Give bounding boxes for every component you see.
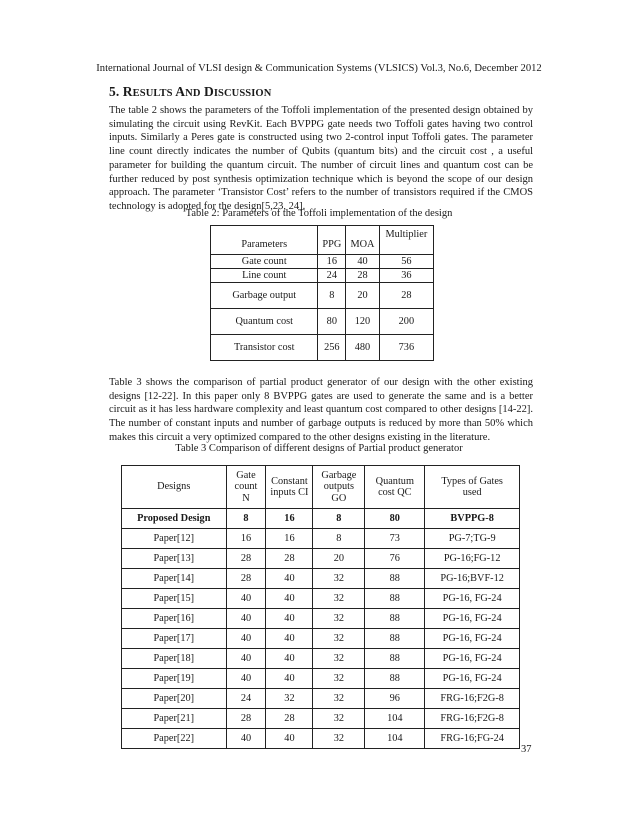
- table3-cell: Proposed Design: [122, 509, 227, 529]
- table3-cell: 76: [365, 549, 425, 569]
- table3-cell: Paper[18]: [122, 649, 227, 669]
- table3-cell: 88: [365, 569, 425, 589]
- table2-cell: 36: [379, 269, 433, 283]
- table3-header: Quantum cost QC: [365, 466, 425, 509]
- table3-cell: PG-16, FG-24: [425, 589, 520, 609]
- table3-cell: 40: [226, 649, 266, 669]
- paragraph-1: The table 2 shows the parameters of the Toffoli implementation of the presented design obtained by simulating the circuit using RevKit. Each BVPPG gate needs two Toffoli gates having two control inputs. Similarly a Peres gate is constructed using two 2-control input Toffoli gates. The parameter line count directly indicates the number of Qubits (quantum bits) and the circuit cost , a useful parameter for building the quantum circuit. The number of circuit lines and quantum cost can be further reduced by post synthesis optimization technique which is beyond the scope of our design approach. The parameter ‘Transistor Cost’ refers to the number of transistors required if the CMOS technology is adopted for the design[5,23, 24].: [109, 105, 533, 212]
- table3-cell: 32: [313, 689, 365, 709]
- table3-cell: 104: [365, 709, 425, 729]
- table3-cell: 88: [365, 669, 425, 689]
- table3-cell: 40: [266, 569, 313, 589]
- table2-header: Multiplier: [379, 226, 433, 255]
- table3-cell: 40: [266, 629, 313, 649]
- table2-cell: Garbage output: [211, 283, 318, 309]
- table3-cell: 28: [266, 709, 313, 729]
- table3-cell: 24: [226, 689, 266, 709]
- table3-cell: 32: [313, 669, 365, 689]
- table2-header: PPG: [318, 226, 346, 255]
- table3-cell: 32: [313, 609, 365, 629]
- paragraph-2: Table 3 shows the comparison of partial product generator of our design with the other existing designs [12-22]. In this paper only 8 BVPPG gates are used to generate the same and is a better circuit as it has less hardware complexity and least quantum cost compared to other designs [14-22]. The number of constant inputs and number of garbage outputs is reduced by more than 50% which makes this circuit a very optimized compared to the other designs existing in the literature.: [109, 377, 533, 443]
- table2-cell: 256: [318, 335, 346, 361]
- table3-cell: 32: [313, 589, 365, 609]
- table3-cell: 8: [313, 509, 365, 529]
- table3-cell: 88: [365, 649, 425, 669]
- table3-header: Designs: [122, 466, 227, 509]
- table3-header: Gate count N: [226, 466, 266, 509]
- table2-cell: 40: [346, 255, 380, 269]
- table3-cell: 80: [365, 509, 425, 529]
- table3-cell: 16: [266, 509, 313, 529]
- table3-cell: PG-16;FG-12: [425, 549, 520, 569]
- table3-cell: 40: [266, 669, 313, 689]
- table3-cell: 88: [365, 629, 425, 649]
- table3-cell: FRG-16;F2G-8: [425, 709, 520, 729]
- table3: [121, 465, 520, 749]
- table3-cell: 32: [266, 689, 313, 709]
- table3-cell: FRG-16;FG-24: [425, 729, 520, 749]
- table3-cell: 104: [365, 729, 425, 749]
- table2-cell: Gate count: [211, 255, 318, 269]
- table2-cell: Transistor cost: [211, 335, 318, 361]
- page-number: 37: [521, 744, 532, 755]
- table2-cell: 56: [379, 255, 433, 269]
- table3-cell: 20: [313, 549, 365, 569]
- table3-cell: PG-7;TG-9: [425, 529, 520, 549]
- table2-cell: 480: [346, 335, 380, 361]
- table3-header: Constant inputs CI: [266, 466, 313, 509]
- table2-header: Parameters: [211, 226, 318, 255]
- table3-cell: Paper[14]: [122, 569, 227, 589]
- table2-cell: 16: [318, 255, 346, 269]
- table2-cell: Quantum cost: [211, 309, 318, 335]
- table3-cell: FRG-16;F2G-8: [425, 689, 520, 709]
- table3-cell: 32: [313, 649, 365, 669]
- table3-cell: 32: [313, 569, 365, 589]
- table2-cell: Line count: [211, 269, 318, 283]
- table2-cell: 8: [318, 283, 346, 309]
- table3-cell: 40: [266, 649, 313, 669]
- table3-cell: 32: [313, 729, 365, 749]
- table3-cell: Paper[17]: [122, 629, 227, 649]
- table3-cell: PG-16;BVF-12: [425, 569, 520, 589]
- table3-cell: Paper[21]: [122, 709, 227, 729]
- table2-cell: 200: [379, 309, 433, 335]
- table3-cell: 16: [226, 529, 266, 549]
- table2-cell: 24: [318, 269, 346, 283]
- table3-cell: 40: [226, 609, 266, 629]
- table2-cell: 120: [346, 309, 380, 335]
- table3-caption: Table 3 Comparison of different designs of Partial product generator: [175, 443, 463, 454]
- table2: [210, 225, 434, 361]
- table3-cell: 40: [266, 729, 313, 749]
- table3-cell: 28: [226, 549, 266, 569]
- table3-cell: PG-16, FG-24: [425, 609, 520, 629]
- table3-cell: 40: [226, 669, 266, 689]
- table3-cell: 40: [266, 609, 313, 629]
- table2-cell: 736: [379, 335, 433, 361]
- table2-cell: 28: [379, 283, 433, 309]
- journal-header: International Journal of VLSI design & Communication Systems (VLSICS) Vol.3, No.6, December 2012: [96, 63, 542, 74]
- table3-cell: 32: [313, 709, 365, 729]
- section-title: 5. RESULTS AND DISCUSSION: [109, 84, 272, 99]
- table3-cell: 40: [226, 629, 266, 649]
- table2-caption: Table 2: Parameters of the Toffoli implementation of the design: [185, 208, 453, 219]
- table3-cell: BVPPG-8: [425, 509, 520, 529]
- table3-cell: 8: [226, 509, 266, 529]
- table3-cell: 88: [365, 589, 425, 609]
- table3-cell: PG-16, FG-24: [425, 669, 520, 689]
- table3-cell: 16: [266, 529, 313, 549]
- table3-cell: 96: [365, 689, 425, 709]
- table3-header: Types of Gates used: [425, 466, 520, 509]
- table3-cell: 28: [266, 549, 313, 569]
- table3-cell: Paper[20]: [122, 689, 227, 709]
- table3-cell: 8: [313, 529, 365, 549]
- table3-cell: Paper[12]: [122, 529, 227, 549]
- table3-cell: Paper[19]: [122, 669, 227, 689]
- table3-cell: 32: [313, 629, 365, 649]
- table2-cell: 20: [346, 283, 380, 309]
- table3-cell: 28: [226, 569, 266, 589]
- table3-cell: PG-16, FG-24: [425, 649, 520, 669]
- table2-cell: 80: [318, 309, 346, 335]
- table3-cell: Paper[16]: [122, 609, 227, 629]
- table3-cell: 40: [226, 589, 266, 609]
- table3-cell: PG-16, FG-24: [425, 629, 520, 649]
- table3-header: Garbage outputs GO: [313, 466, 365, 509]
- table3-cell: Paper[22]: [122, 729, 227, 749]
- table3-cell: 40: [226, 729, 266, 749]
- table3-cell: Paper[15]: [122, 589, 227, 609]
- table3-cell: 40: [266, 589, 313, 609]
- table3-cell: 88: [365, 609, 425, 629]
- table3-cell: 73: [365, 529, 425, 549]
- table3-cell: Paper[13]: [122, 549, 227, 569]
- table2-cell: 28: [346, 269, 380, 283]
- table2-header: MOA: [346, 226, 380, 255]
- table3-cell: 28: [226, 709, 266, 729]
